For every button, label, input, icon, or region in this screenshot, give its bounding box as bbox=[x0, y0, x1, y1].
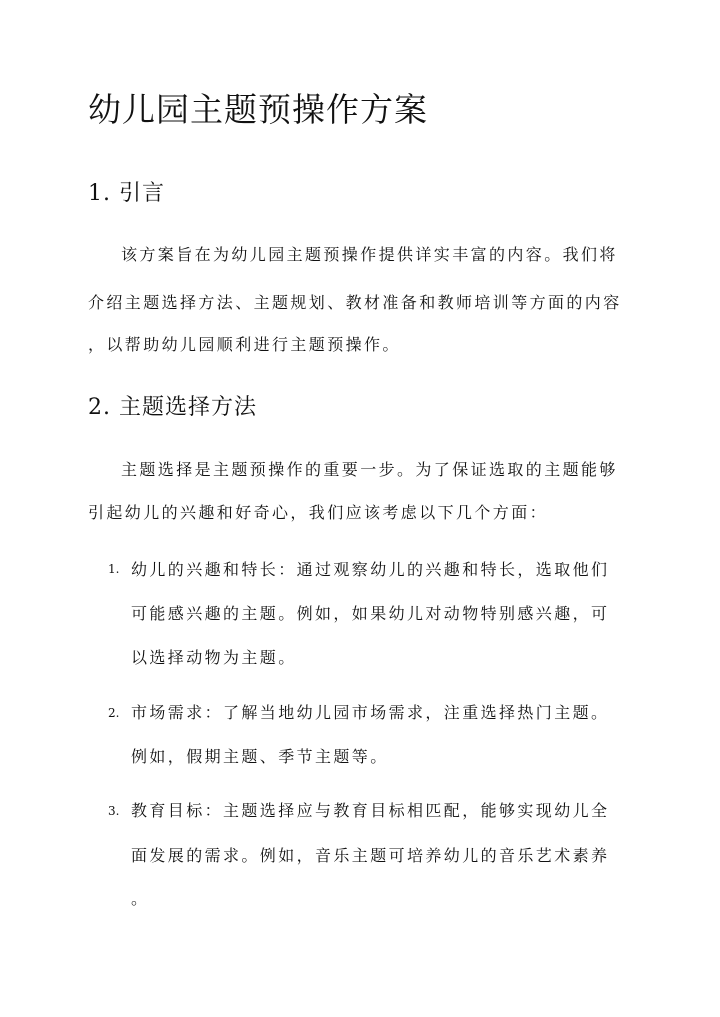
selection-paragraph-line-2: 引起幼儿的兴趣和好奇心，我们应该考虑以下几个方面： bbox=[88, 503, 549, 522]
list-item-line: 例如，假期主题、季节主题等。 bbox=[131, 747, 389, 766]
list-item-line: 可能感兴趣的主题。例如，如果幼儿对动物特别感兴趣，可 bbox=[131, 604, 610, 623]
intro-paragraph-line-3: ，以帮助幼儿园顺利进行主题预操作。 bbox=[88, 335, 401, 354]
intro-paragraph-line-1: 该方案旨在为幼儿园主题预操作提供详实丰富的内容。我们将 bbox=[121, 245, 618, 264]
list-item-line: 面发展的需求。例如，音乐主题可培养幼儿的音乐艺术素养 bbox=[131, 846, 610, 865]
list-item-number: 3. bbox=[108, 804, 120, 818]
list-item-line: 市场需求：了解当地幼儿园市场需求，注重选择热门主题。 bbox=[131, 703, 610, 722]
section-heading-introduction: 1. 引言 bbox=[88, 181, 165, 206]
selection-paragraph-line-1: 主题选择是主题预操作的重要一步。为了保证选取的主题能够 bbox=[121, 460, 618, 479]
document-title: 幼儿园主题预操作方案 bbox=[88, 90, 428, 129]
intro-paragraph-line-2: 介绍主题选择方法、主题规划、教材准备和教师培训等方面的内容 bbox=[88, 293, 622, 312]
list-item-line: 幼儿的兴趣和特长：通过观察幼儿的兴趣和特长，选取他们 bbox=[131, 560, 610, 579]
section-heading-theme-selection: 2. 主题选择方法 bbox=[88, 395, 257, 420]
list-item-line: 。 bbox=[131, 889, 150, 908]
list-item-line: 教育目标：主题选择应与教育目标相匹配，能够实现幼儿全 bbox=[131, 801, 610, 820]
list-item-number: 2. bbox=[108, 706, 120, 720]
list-item-number: 1. bbox=[108, 562, 120, 576]
list-item-line: 以选择动物为主题。 bbox=[131, 648, 297, 667]
